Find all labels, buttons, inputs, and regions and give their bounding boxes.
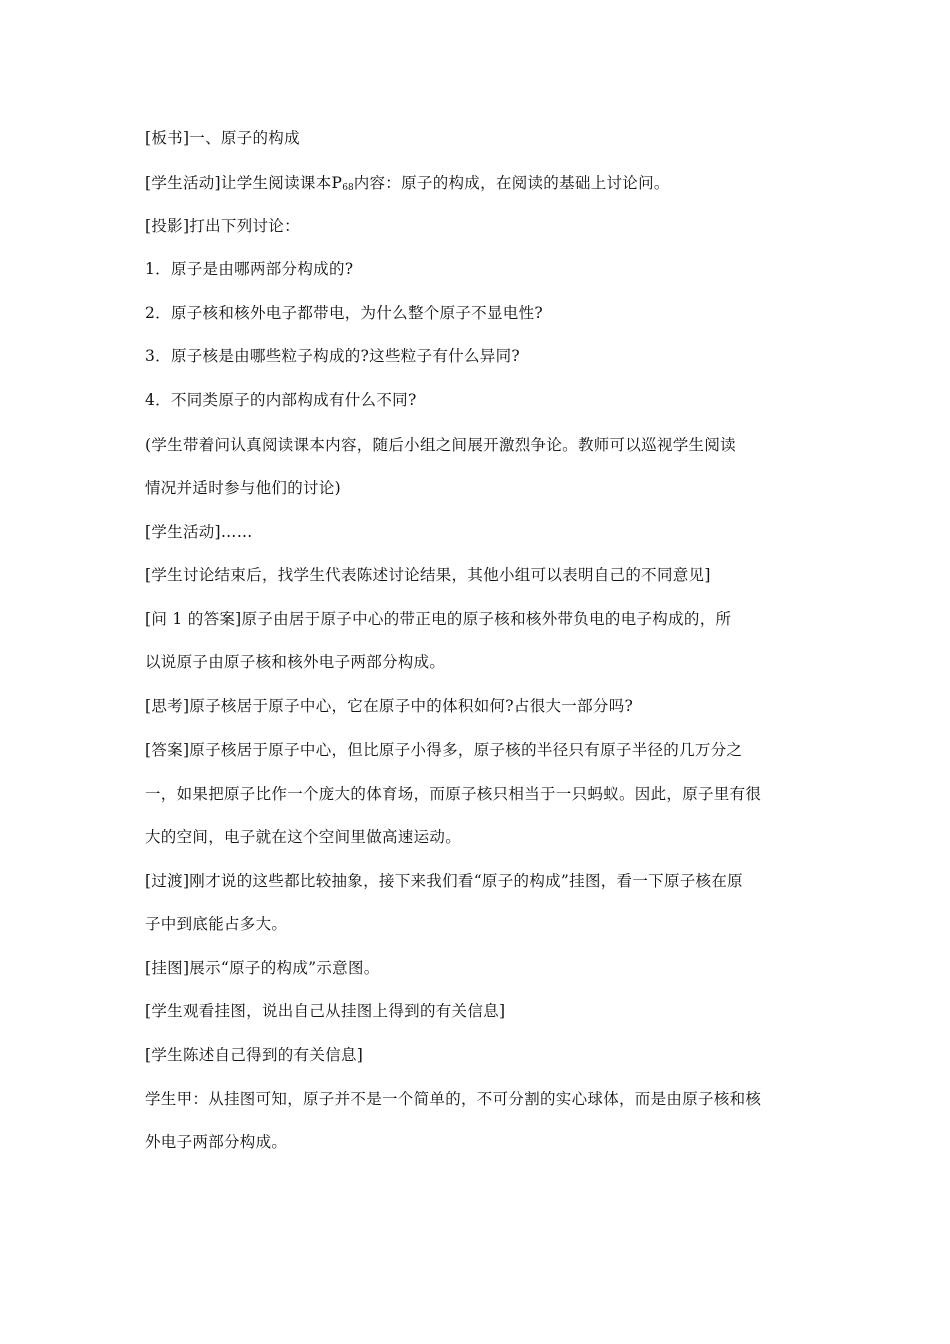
thinking-question-line: [思考]原子核居于原子中心，它在原子中的体积如何?占很大一部分吗? — [145, 697, 634, 715]
board-heading-line: [板书]一、原子的构成 — [145, 129, 300, 147]
transition-line-1: [过渡]刚才说的这些都比较抽象，接下来我们看“原子的构成”挂图，看一下原子核在原 — [145, 872, 743, 890]
answer-1-line-1: [问 1 的答案]原子由居于原子中心的带正电的原子核和核外带负电的电子构成的，所 — [145, 610, 732, 628]
student-activity-ellipsis-line: [学生活动]…… — [145, 523, 253, 541]
reading-instruction-tail: 内容：原子的构成，在阅读的基础上讨论问。 — [353, 174, 670, 192]
question-1-line: 1．原子是由哪两部分构成的? — [145, 260, 354, 278]
question-2-line: 2．原子核和核外电子都带电，为什么整个原子不显电性? — [145, 304, 543, 322]
transition-line-2: 子中到底能占多大。 — [145, 915, 288, 933]
wall-chart-line: [挂图]展示“原子的构成”示意图。 — [145, 959, 380, 977]
student-activity-reading-line — [145, 172, 825, 199]
question-4-line: 4．不同类原子的内部构成有什么不同? — [145, 391, 417, 409]
student-a-line-1: 学生甲：从挂图可知，原子并不是一个简单的，不可分割的实心球体，而是由原子核和核 — [145, 1090, 762, 1108]
answer-line-1: [答案]原子核居于原子中心，但比原子小得多，原子核的半径只有原子半径的几万分之 — [145, 741, 743, 759]
projection-line: [投影]打出下列讨论： — [145, 217, 300, 235]
answer-line-3: 大的空间，电子就在这个空间里做高速运动。 — [145, 828, 462, 846]
reading-note-line-2: 情况并适时参与他们的讨论) — [145, 479, 341, 497]
reading-note-line-1: (学生带着问认真阅读课本内容，随后小组之间展开激烈争论。教师可以巡视学生阅读 — [145, 436, 736, 454]
page-letter: P — [331, 174, 343, 192]
students-observe-line: [学生观看挂图，说出自己从挂图上得到的有关信息] — [145, 1002, 506, 1020]
question-3-line: 3．原子核是由哪些粒子构成的?这些粒子有什么异同? — [145, 347, 520, 365]
student-activity-label: [学生活动]让学生阅读课本 — [145, 174, 332, 192]
page-number-subscript: 68 — [342, 183, 354, 193]
discussion-end-line: [学生讨论结束后，找学生代表陈述讨论结果，其他小组可以表明自己的不同意见] — [145, 566, 711, 584]
answer-1-line-2: 以说原子由原子核和核外电子两部分构成。 — [145, 653, 446, 671]
student-a-line-2: 外电子两部分构成。 — [145, 1133, 288, 1151]
students-present-line: [学生陈述自己得到的有关信息] — [145, 1046, 364, 1064]
answer-line-2: 一，如果把原子比作一个庞大的体育场，而原子核只相当于一只蚂蚁。因此，原子里有很 — [145, 785, 762, 803]
